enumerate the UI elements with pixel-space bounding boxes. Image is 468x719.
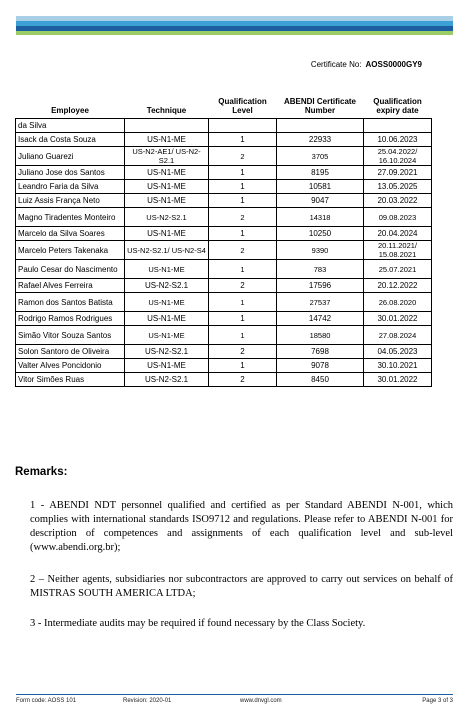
cell-expiry-date: 26.08.2020 <box>364 293 432 312</box>
cell-certificate-number: 783 <box>277 260 364 279</box>
cell-expiry-date: 25.07.2021 <box>364 260 432 279</box>
cell-certificate-number: 27537 <box>277 293 364 312</box>
cell-level <box>209 119 277 133</box>
cell-technique: US-N2-S2.1/ US-N2-S4 <box>125 241 209 260</box>
cell-expiry-date: 25.04.2022/ 16.10.2024 <box>364 147 432 166</box>
cell-employee: Marcelo Peters Takenaka <box>16 241 125 260</box>
cell-expiry-date: 30.01.2022 <box>364 312 432 326</box>
table-row <box>16 326 432 345</box>
cell-expiry-date: 20.04.2024 <box>364 227 432 241</box>
cell-level: 1 <box>209 133 277 147</box>
table-row <box>16 345 432 359</box>
cell-employee: Vitor Simões Ruas <box>16 373 125 387</box>
cell-technique: US-N1-ME <box>125 326 209 345</box>
cell-employee: Juliano Guarezi <box>16 147 125 166</box>
cell-expiry-date: 30.10.2021 <box>364 359 432 373</box>
remark-2: 2 – Neither agents, subsidiaries nor subcontractors are approved to carry out services on behalf of MISTRAS SOUTH AMERICA LTDA; <box>30 574 453 599</box>
cell-certificate-number: 17596 <box>277 279 364 293</box>
table-row <box>16 293 432 312</box>
table-row <box>16 147 432 166</box>
remarks-title: Remarks: <box>15 466 68 478</box>
cell-expiry-date: 27.09.2021 <box>364 166 432 180</box>
cell-employee: Rodrigo Ramos Rodrigues <box>16 312 125 326</box>
cell-level: 1 <box>209 293 277 312</box>
footer-form-code: Form code: AOSS 101 <box>16 698 77 704</box>
cell-technique: US-N1-ME <box>125 227 209 241</box>
cell-expiry-date: 27.08.2024 <box>364 326 432 345</box>
cell-certificate-number: 14318 <box>277 208 364 227</box>
remark-3: 3 - Intermediate audits may be required if found necessary by the Class Society. <box>30 618 366 629</box>
cell-expiry-date: 20.03.2022 <box>364 194 432 208</box>
cell-employee: Paulo Cesar do Nascimento <box>16 260 125 279</box>
table-row <box>16 119 432 133</box>
cell-technique: US-N1-ME <box>125 359 209 373</box>
cell-employee: Leandro Faria da Silva <box>16 180 125 194</box>
remark-1: 1 - ABENDI NDT personnel qualified and certified as per Standard ABENDI N-001, which complies with international standards ISO9712 and regulations. Please refer to ABENDI N-001 for description of competences and assignments of each qualification level and sub-level (www.abendi.org.br); <box>30 500 453 553</box>
cell-employee: Ramon dos Santos Batista <box>16 293 125 312</box>
cell-expiry-date <box>364 119 432 133</box>
certificate-number-line <box>311 60 422 69</box>
cell-expiry-date: 04.05.2023 <box>364 345 432 359</box>
cell-expiry-date: 09.08.2023 <box>364 208 432 227</box>
header-expiry-date: Qualification expiry date <box>373 97 422 115</box>
cell-technique: US-N1-ME <box>125 260 209 279</box>
cell-expiry-date: 10.06.2023 <box>364 133 432 147</box>
header-employee: Employee <box>51 106 89 115</box>
cell-certificate-number: 9390 <box>277 241 364 260</box>
cell-expiry-date: 20.11.2021/ 15.08.2021 <box>364 241 432 260</box>
cell-employee: Rafael Alves Ferreira <box>16 279 125 293</box>
header-technique: Technique <box>146 106 187 115</box>
certificate-number: AOSS0000GY9 <box>365 60 422 69</box>
cell-level: 2 <box>209 279 277 293</box>
cell-employee: Magno Tiradentes Monteiro <box>16 208 125 227</box>
cell-technique: US-N2-S2.1 <box>125 345 209 359</box>
header-stripes <box>16 16 453 35</box>
cell-level: 1 <box>209 359 277 373</box>
cell-expiry-date: 20.12.2022 <box>364 279 432 293</box>
header-level: Qualification Level <box>218 97 267 115</box>
cell-level: 1 <box>209 227 277 241</box>
cell-certificate-number: 18580 <box>277 326 364 345</box>
cell-level: 2 <box>209 345 277 359</box>
cell-employee: Isack da Costa Souza <box>16 133 125 147</box>
cell-level: 1 <box>209 312 277 326</box>
cell-technique: US-N1-ME <box>125 194 209 208</box>
cell-level: 1 <box>209 194 277 208</box>
table-header-row <box>16 95 432 119</box>
cell-certificate-number: 3705 <box>277 147 364 166</box>
cell-employee: Marcelo da Silva Soares <box>16 227 125 241</box>
table-row <box>16 166 432 180</box>
cell-certificate-number: 14742 <box>277 312 364 326</box>
cell-expiry-date: 30.01.2022 <box>364 373 432 387</box>
cell-employee: Juliano Jose dos Santos <box>16 166 125 180</box>
cell-technique: US-N1-ME <box>125 133 209 147</box>
cell-technique <box>125 119 209 133</box>
cell-technique: US-N2-S2.1 <box>125 208 209 227</box>
cell-level: 1 <box>209 180 277 194</box>
cell-employee: Valter Alves Poncidonio <box>16 359 125 373</box>
table-row <box>16 208 432 227</box>
table-row <box>16 359 432 373</box>
cell-certificate-number: 8450 <box>277 373 364 387</box>
cell-level: 2 <box>209 147 277 166</box>
header-certificate-number: ABENDI Certificate Number <box>283 97 356 115</box>
table-row <box>16 180 432 194</box>
table-row <box>16 241 432 260</box>
certificate-label: Certificate No: <box>310 60 362 69</box>
footer-page-number: Page 3 of 3 <box>422 698 453 704</box>
cell-certificate-number: 9078 <box>277 359 364 373</box>
cell-level: 1 <box>209 326 277 345</box>
cell-level: 1 <box>209 260 277 279</box>
cell-technique: US-N2-AE1/ US-N2-S2.1 <box>125 147 209 166</box>
cell-employee: Solon Santoro de Oliveira <box>16 345 125 359</box>
stripe-green <box>16 31 453 35</box>
cell-technique: US-N1-ME <box>125 166 209 180</box>
cell-certificate-number: 10581 <box>277 180 364 194</box>
cell-technique: US-N1-ME <box>125 293 209 312</box>
table-row <box>16 227 432 241</box>
page-footer <box>16 694 453 704</box>
cell-technique: US-N1-ME <box>125 180 209 194</box>
table-row <box>16 373 432 387</box>
cell-certificate-number: 10250 <box>277 227 364 241</box>
cell-certificate-number: 7698 <box>277 345 364 359</box>
cell-certificate-number: 22933 <box>277 133 364 147</box>
footer-revision: Revision: 2020-01 <box>123 698 172 704</box>
footer-website: www.dnvgl.com <box>240 698 282 704</box>
cell-employee: Luiz Assis França Neto <box>16 194 125 208</box>
cell-certificate-number: 8195 <box>277 166 364 180</box>
cell-level: 1 <box>209 166 277 180</box>
cell-employee: da Silva <box>16 119 125 133</box>
cell-certificate-number <box>277 119 364 133</box>
cell-employee: Simão Vitor Souza Santos <box>16 326 125 345</box>
cell-level: 2 <box>209 241 277 260</box>
cell-expiry-date: 13.05.2025 <box>364 180 432 194</box>
cell-level: 2 <box>209 373 277 387</box>
table-row <box>16 194 432 208</box>
cell-technique: US-N2-S2.1 <box>125 279 209 293</box>
personnel-table <box>15 95 432 387</box>
cell-level: 2 <box>209 208 277 227</box>
table-row <box>16 312 432 326</box>
cell-certificate-number: 9047 <box>277 194 364 208</box>
cell-technique: US-N2-S2.1 <box>125 373 209 387</box>
table-row <box>16 133 432 147</box>
table-row <box>16 260 432 279</box>
table-row <box>16 279 432 293</box>
cell-technique: US-N1-ME <box>125 312 209 326</box>
